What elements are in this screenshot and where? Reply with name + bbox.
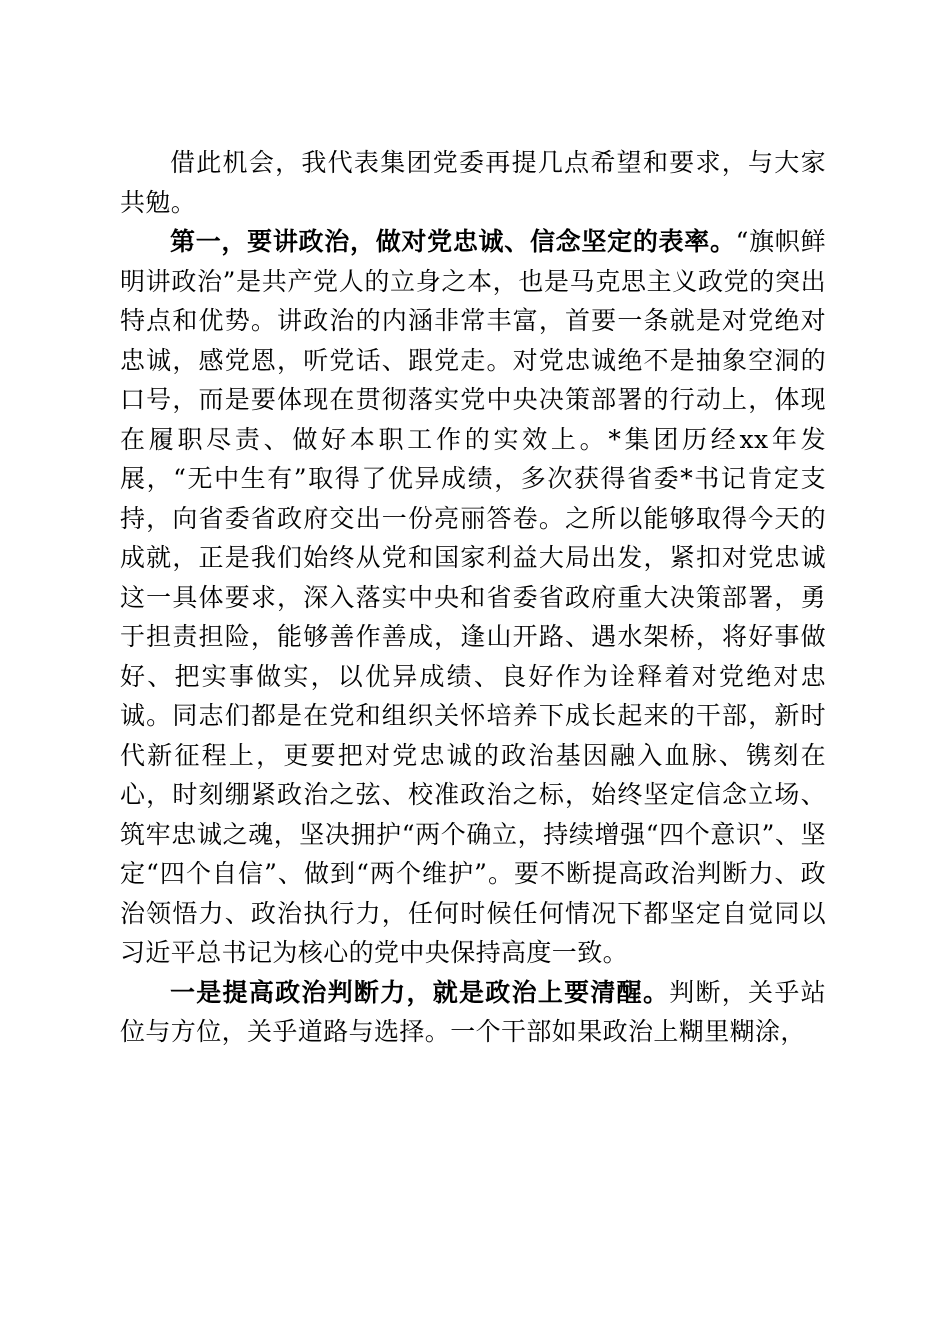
paragraph-political-judgment bbox=[120, 973, 826, 1052]
paragraph-political-judgment-text: 判断，关乎站位与方位，关乎道路与选择。一个干部如果政治上糊里糊涂， bbox=[120, 977, 826, 1046]
paragraph-political-judgment-heading: 一是提高政治判断力，就是政治上要清醒。 bbox=[170, 977, 670, 1007]
paragraph-opening bbox=[120, 143, 826, 222]
paragraph-first-point-heading: 第一，要讲政治，做对党忠诚、信念坚定的表率。 bbox=[170, 227, 736, 256]
paragraph-first-point-text: “旗帜鲜明讲政治”是共产党人的立身之本，也是马克思主义政党的突出特点和优势。讲政治的内涵非常丰富，首要一条就是对党绝对忠诚，感党恩，听党话、跟党走。对党忠诚绝不是抽象空洞的口号，而是要体现在贯彻落实党中央决策部署的行动上，体现在履职尽责、做好本职工作的实效上。*集团历经xx年发展，“无中生有”取得了优异成绩，多次获得省委*书记肯定支持，向省委省政府交出一份亮丽答卷。之所以能够取得今天的成就，正是我们始终从党和国家利益大局出发，紧扣对党忠诚这一具体要求，深入落实中央和省委省政府重大决策部署，勇于担责担险，能够善作善成，逢山开路、遇水架桥，将好事做好、把实事做实，以优异成绩、良好作为诠释着对党绝对忠诚。同志们都是在党和组织关怀培养下成长起来的干部，新时代新征程上，更要把对党忠诚的政治基因融入血脉、镌刻在心，时刻绷紧政治之弦、校准政治之标，始终坚定信念立场、筑牢忠诚之魂，坚决拥护“两个确立，持续增强“四个意识”、坚定“四个自信”、做到“两个维护”。要不断提高政治判断力、政治领悟力、政治执行力，任何时候任何情况下都坚定自觉同以习近平总书记为核心的党中央保持高度一致。 bbox=[120, 227, 826, 967]
document-body bbox=[120, 143, 826, 1052]
paragraph-first-point bbox=[120, 222, 826, 973]
paragraph-opening-text: 借此机会，我代表集团党委再提几点希望和要求，与大家共勉。 bbox=[120, 148, 826, 217]
